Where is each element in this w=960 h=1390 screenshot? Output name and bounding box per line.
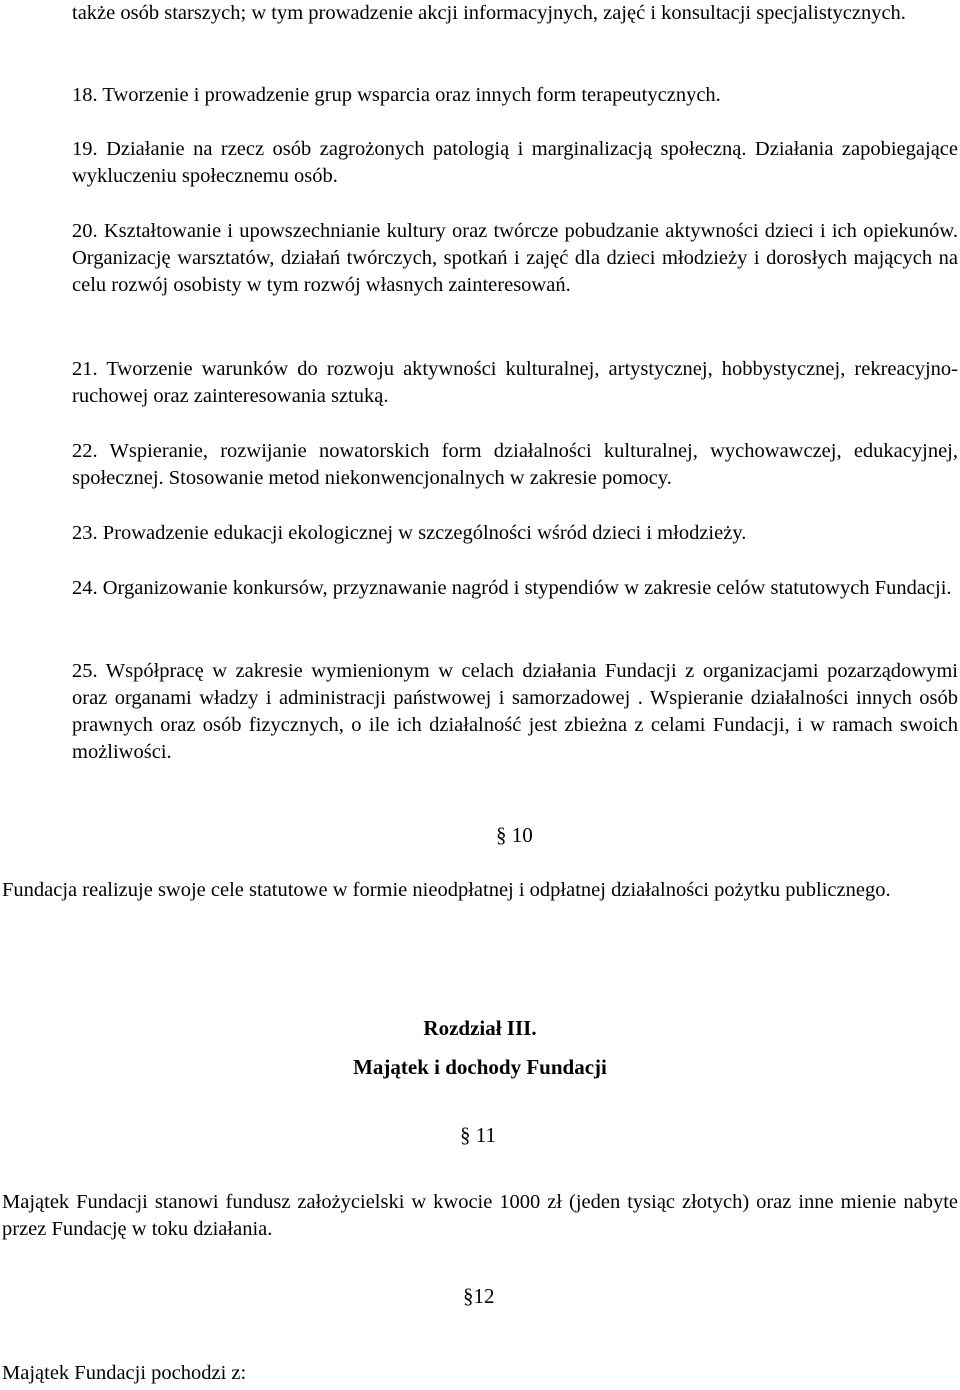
list-item-22: 22. Wspieranie, rozwijanie nowatorskich form działalności kulturalnej, wychowawczej, edukacyjnej, społecznej. Stosowanie metod niekonwencjonalnych w zakresie pomocy. (72, 440, 958, 489)
list-item-24: 24. Organizowanie konkursów, przyznawanie nagród i stypendiów w zakresie celów statutowych Fundacji. (72, 577, 952, 599)
section-11-text: Majątek Fundacji stanowi fundusz założycielski w kwocie 1000 zł (jeden tysiąc złotych) oraz inne mienie nabyte przez Fundację w toku działania. (2, 1191, 958, 1240)
chapter-title: Majątek i dochody Fundacji (353, 1055, 607, 1079)
section-10-symbol: § 10 (496, 823, 533, 847)
section-10-text: Fundacja realizuje swoje cele statutowe w formie nieodpłatnej i odpłatnej działalności pożytku publicznego. (2, 879, 891, 901)
chapter-number: Rozdział III. (423, 1016, 537, 1040)
section-12-symbol: §12 (463, 1284, 495, 1308)
list-item-18: 18. Tworzenie i prowadzenie grup wsparcia oraz innych form terapeutycznych. (72, 84, 721, 106)
section-11-symbol: § 11 (460, 1123, 496, 1147)
list-item-21: 21. Tworzenie warunków do rozwoju aktywności kulturalnej, artystycznej, hobbystycznej, rekreacyjno-ruchowej oraz zainteresowania sztuką. (72, 358, 958, 407)
list-item-17-continuation: także osób starszych; w tym prowadzenie akcji informacyjnych, zajęć i konsultacji specjalistycznych. (72, 2, 906, 24)
list-item-19: 19. Działanie na rzecz osób zagrożonych patologią i marginalizacją społeczną. Działania zapobiegające wykluczeniu społecznemu osób. (72, 138, 958, 187)
list-item-23: 23. Prowadzenie edukacji ekologicznej w szczególności wśród dzieci i młodzieży. (72, 522, 747, 544)
list-item-25: 25. Współpracę w zakresie wymienionym w celach działania Fundacji z organizacjami pozarządowymi oraz organami władzy i administracji państwowej i samorzadowej . Wspieranie działalności innych osób prawnych oraz osób fizycznych, o ile ich działalność jest zbieżna z celami Fundacji, i w ramach swoich możliwości. (72, 660, 958, 763)
section-12-text: Majątek Fundacji pochodzi z: (2, 1362, 247, 1384)
list-item-20: 20. Kształtowanie i upowszechnianie kultury oraz twórcze pobudzanie aktywności dzieci i ich opiekunów. Organizację warsztatów, działań twórczych, spotkań i zajęć dla dzieci młodzieży i dorosłych mających na celu rozwój osobisty w tym rozwój własnych zainteresowań. (72, 220, 958, 296)
